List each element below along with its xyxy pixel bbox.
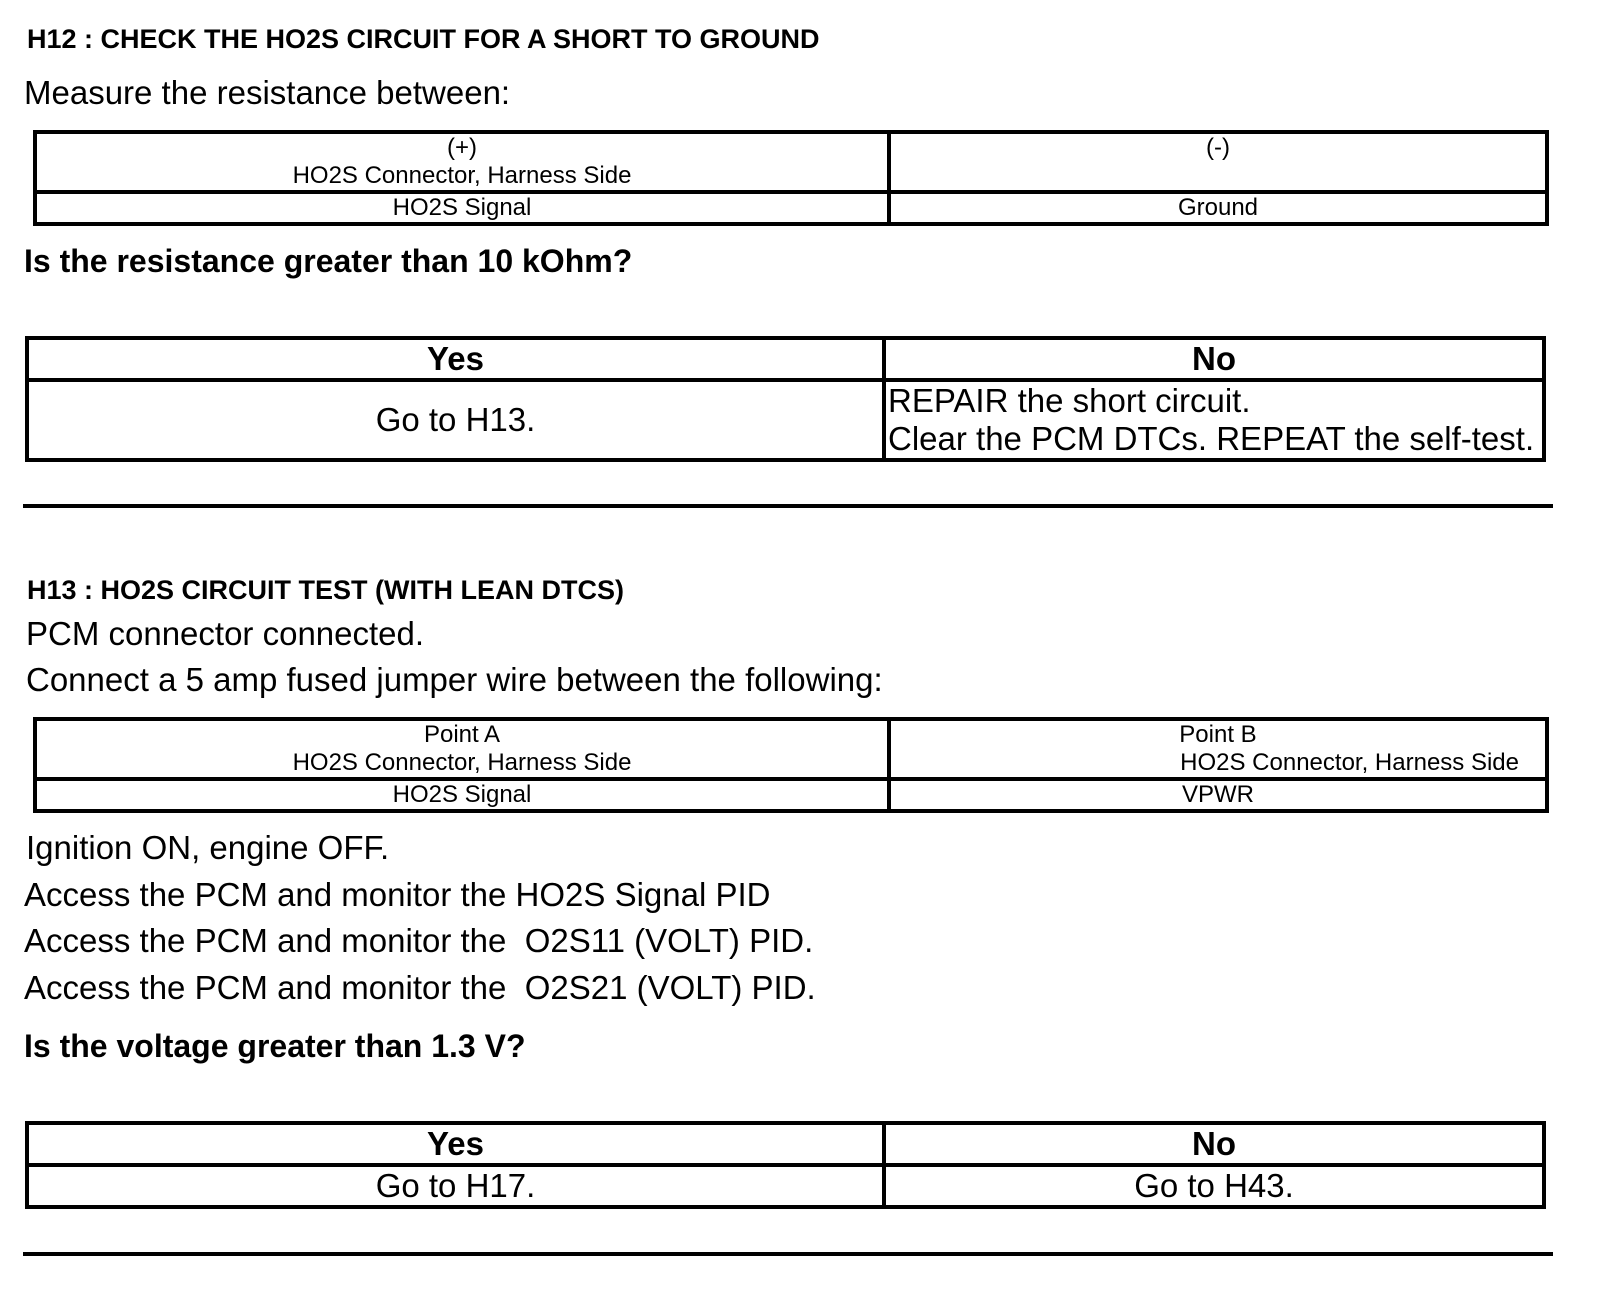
h13-point-a-location: HO2S Connector, Harness Side bbox=[292, 749, 632, 776]
h12-no-action-line2: Clear the PCM DTCs. REPEAT the self-test. bbox=[888, 420, 1535, 457]
h13-point-b-location: HO2S Connector, Harness Side bbox=[1180, 749, 1519, 776]
h13-point-b-value: VPWR bbox=[889, 779, 1547, 811]
h12-no-action-line1: REPAIR the short circuit. bbox=[888, 382, 1251, 419]
h12-positive-header-cell bbox=[35, 132, 889, 192]
h13-point-a-header-cell bbox=[35, 719, 889, 779]
h12-positive-value: HO2S Signal bbox=[35, 192, 889, 224]
h13-yes-header: Yes bbox=[27, 1123, 884, 1165]
h13-step-ignition: Ignition ON, engine OFF. bbox=[26, 829, 390, 866]
h13-point-b-label: Point B bbox=[1179, 721, 1257, 748]
h13-step-monitor-o2s11: Access the PCM and monitor the O2S11 (VOLT) PID. bbox=[24, 922, 814, 959]
h13-title: H13 : HO2S CIRCUIT TEST (WITH LEAN DTCS) bbox=[27, 575, 625, 605]
h12-instruction: Measure the resistance between: bbox=[24, 74, 511, 111]
h13-step-monitor-ho2s: Access the PCM and monitor the HO2S Signal PID bbox=[24, 876, 771, 913]
h12-negative-header-cell bbox=[889, 132, 1547, 192]
h13-yes-action: Go to H17. bbox=[27, 1165, 884, 1207]
h12-question: Is the resistance greater than 10 kOhm? bbox=[24, 243, 633, 279]
h12-no-header: No bbox=[884, 338, 1544, 380]
h12-title: H12 : CHECK THE HO2S CIRCUIT FOR A SHORT TO GROUND bbox=[27, 24, 820, 54]
h13-answer-table bbox=[25, 1121, 1546, 1209]
h13-point-b-header-cell bbox=[889, 719, 1547, 779]
h12-positive-header-symbol: (+) bbox=[447, 134, 477, 161]
h13-no-action: Go to H43. bbox=[884, 1165, 1544, 1207]
h13-step-pcm-connected: PCM connector connected. bbox=[26, 615, 425, 652]
h12-positive-header-location: HO2S Connector, Harness Side bbox=[292, 162, 632, 189]
h13-point-a-value: HO2S Signal bbox=[35, 779, 889, 811]
h12-measurement-table bbox=[33, 130, 1549, 226]
h12-negative-header-symbol: (-) bbox=[1206, 134, 1230, 161]
h12-answer-table bbox=[25, 336, 1546, 462]
h13-step-monitor-o2s21: Access the PCM and monitor the O2S21 (VOLT) PID. bbox=[24, 969, 816, 1006]
h12-negative-value: Ground bbox=[889, 192, 1547, 224]
h12-yes-header: Yes bbox=[27, 338, 884, 380]
h13-no-header: No bbox=[884, 1123, 1544, 1165]
h13-question: Is the voltage greater than 1.3 V? bbox=[24, 1028, 526, 1064]
h13-point-a-label: Point A bbox=[423, 721, 501, 748]
h12-no-action-cell bbox=[884, 380, 1544, 460]
h13-jumper-table bbox=[33, 717, 1549, 813]
h12-yes-action: Go to H13. bbox=[27, 380, 884, 460]
h13-step-jumper-wire: Connect a 5 amp fused jumper wire between the following: bbox=[26, 661, 883, 698]
section-divider-bottom bbox=[23, 1252, 1553, 1256]
section-divider bbox=[23, 504, 1553, 508]
